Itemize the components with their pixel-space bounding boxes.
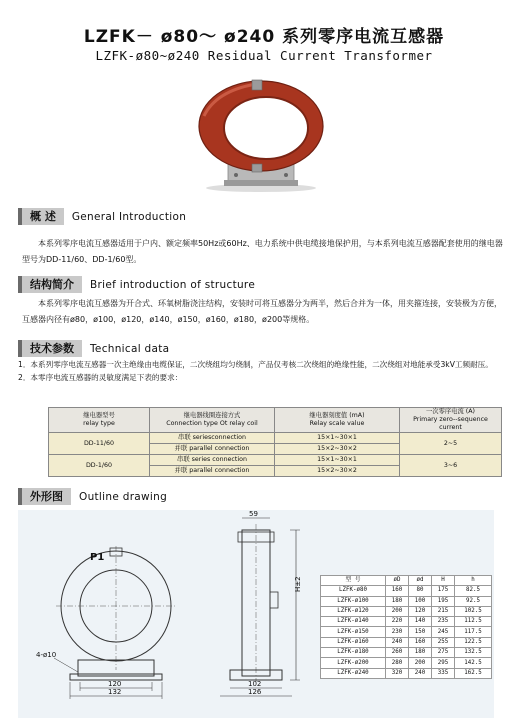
overview-text: 本系列零序电流互感器适用于户内、额定频率50Hz或60Hz、电力系统中供电缆接地保护用，与本系列电流互感器配套使用的继电器型号为DD-11/60、DD-1/60型。 bbox=[22, 239, 503, 264]
spec-header-current: 一次零序电流 (A) Primary zero--sequence current bbox=[400, 408, 502, 433]
table-row: LZFK-ø80 160 80 175 82.5 bbox=[321, 586, 492, 596]
spec-scale: 15×2~30×2 bbox=[275, 444, 400, 455]
drawing-dim-126: 126 bbox=[248, 688, 262, 696]
table-row bbox=[49, 433, 502, 444]
section-structure-header bbox=[18, 276, 255, 293]
spec-scale: 15×1~30×1 bbox=[275, 433, 400, 444]
table-row: LZFK-ø200 280 200 295 142.5 bbox=[321, 658, 492, 668]
dims-header-row: 型 号 øD ød H h bbox=[321, 576, 492, 586]
drawing-dim-120: 120 bbox=[108, 680, 122, 688]
sensitivity-table bbox=[48, 407, 502, 477]
section-overview-en: General Introduction bbox=[71, 210, 187, 223]
spec-relay: DD-1/60 bbox=[49, 455, 150, 477]
drawing-hole-dim: 4-ø10 bbox=[36, 651, 57, 659]
spec-connection: 串联 series connection bbox=[150, 455, 275, 466]
spec-connection: 并联 parallel connection bbox=[150, 444, 275, 455]
table-row: LZFK-ø120 200 120 215 102.5 bbox=[321, 606, 492, 616]
spec-current: 2~5 bbox=[400, 433, 502, 455]
technical-item: 2．本零序电流互感器的灵敏度满足下表的要求： bbox=[18, 373, 183, 382]
product-photo bbox=[186, 76, 336, 194]
spec-header-scale: 继电器刻度值 (mA) Relay scale value bbox=[275, 408, 400, 433]
section-overview-header bbox=[18, 208, 186, 225]
drawing-dim-102: 102 bbox=[248, 680, 262, 688]
spec-scale: 15×2~30×2 bbox=[275, 466, 400, 477]
table-row: LZFK-ø240 320 240 335 162.5 bbox=[321, 668, 492, 678]
spec-relay: DD-11/60 bbox=[49, 433, 150, 455]
technical-item: 1．本系列零序电流互感器一次主绝缘由电缆保证，二次绕组均匀绕制，产品仅考核二次绕组的绝缘性能，二次绕组对地能承受3kV工频耐压。 bbox=[18, 360, 493, 369]
section-outline-en: Outline drawing bbox=[79, 490, 168, 503]
page-title-cn: LZFK－ ø80～ ø240 系列零序电流互感器 bbox=[83, 27, 445, 47]
drawing-dim-59: 59 bbox=[249, 510, 258, 518]
table-row: LZFK-ø150 230 150 245 117.5 bbox=[321, 627, 492, 637]
section-outline-header bbox=[18, 488, 167, 505]
spec-current: 3~6 bbox=[400, 455, 502, 477]
table-row: LZFK-ø140 220 140 235 112.5 bbox=[321, 617, 492, 627]
dimension-table bbox=[320, 575, 492, 679]
structure-text: 本系列零序电流互感器为开合式、环氧树脂浇注结构，安装时可将互感器分为两半，然后合并为一体，用夹箍连接，安装极为方便，互感器内径有ø80，ø100，ø120，ø140，ø150，ø160，ø180，ø200等规格。 bbox=[22, 299, 502, 324]
spec-header-connection: 继电器线圈连接方式 Connection type Ot relay coil bbox=[150, 408, 275, 433]
table-row: LZFK-ø100 180 100 195 92.5 bbox=[321, 596, 492, 606]
technical-list bbox=[18, 358, 508, 384]
table-row: LZFK-ø180 260 180 275 132.5 bbox=[321, 648, 492, 658]
spec-connection: 串联 seriesconnection bbox=[150, 433, 275, 444]
section-structure-en: Brief introduction of structure bbox=[90, 278, 256, 291]
spec-header-relay: 继电器型号 relay type bbox=[49, 408, 150, 433]
table-row: LZFK-ø160 240 160 255 122.5 bbox=[321, 637, 492, 647]
page-title-en: LZFK-ø80~ø240 Residual Current Transformer bbox=[95, 48, 433, 63]
section-overview-tag: 概 述 bbox=[18, 208, 64, 225]
section-technical-tag: 技术参数 bbox=[18, 340, 82, 357]
drawing-dim-h: H±2 bbox=[294, 576, 302, 592]
section-outline-tag: 外形图 bbox=[18, 488, 71, 505]
drawing-label-p1: P1 bbox=[90, 552, 105, 563]
table-row bbox=[49, 455, 502, 466]
section-technical-en: Technical data bbox=[90, 342, 170, 355]
drawing-dim-132: 132 bbox=[108, 688, 122, 696]
section-structure-tag: 结构简介 bbox=[18, 276, 82, 293]
spec-scale: 15×1~30×1 bbox=[275, 455, 400, 466]
section-technical-header bbox=[18, 340, 169, 357]
spec-connection: 并联 parallel connection bbox=[150, 466, 275, 477]
